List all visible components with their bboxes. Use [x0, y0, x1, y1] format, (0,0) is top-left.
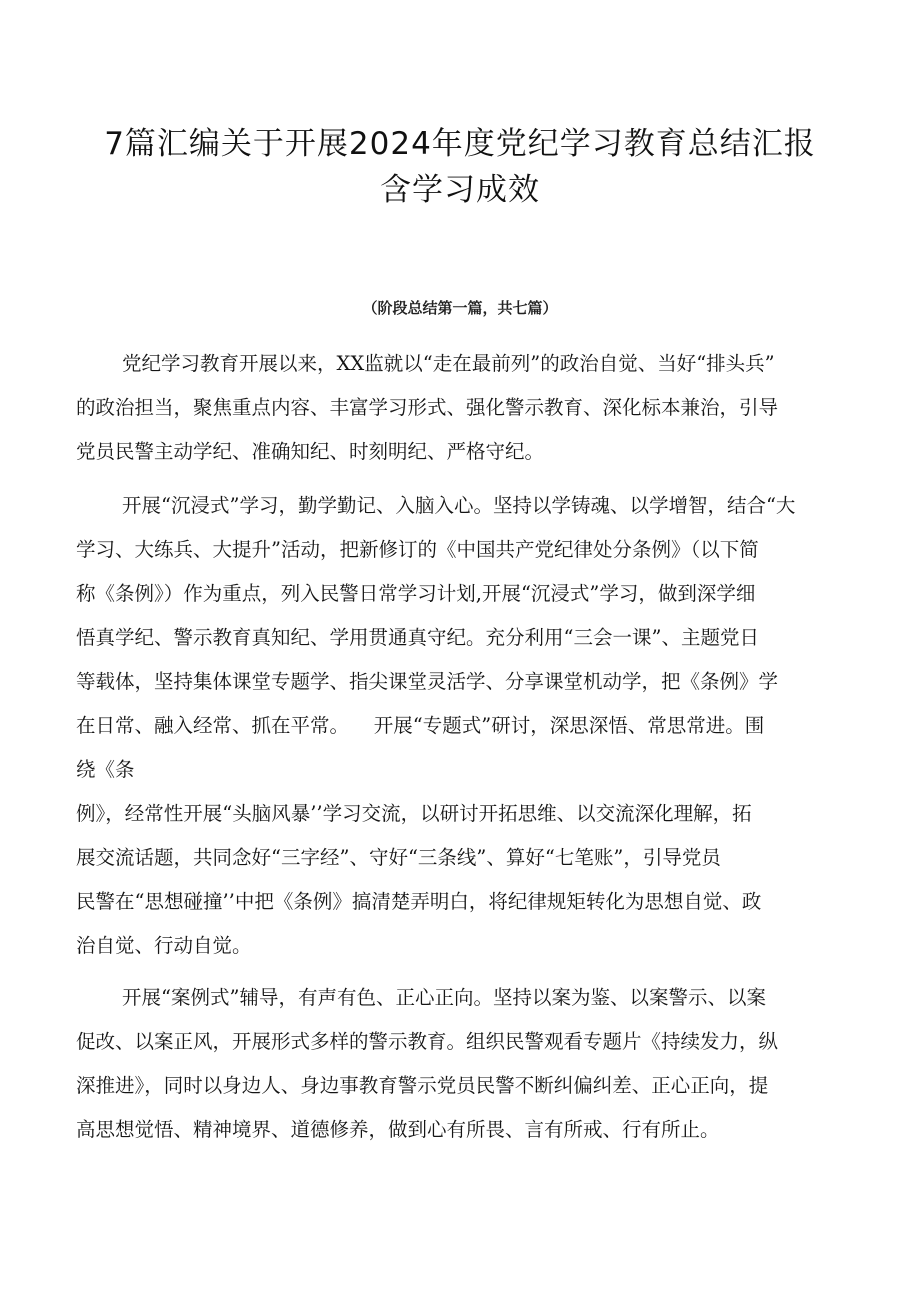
document-title-line-1: 7篇汇编关于开展2024年度党纪学习教育总结汇报: [104, 126, 816, 162]
paragraph-line: 的政治担当，聚焦重点内容、丰富学习形式、强化警示教育、深化标本兼治，引导: [76, 396, 779, 419]
paragraph-line: 开展“案例式”辅导，有声有色、正心正向。坚持以案为鉴、以案警示、以案: [122, 986, 766, 1009]
paragraph-line: 在日常、融入经常、抓在平常。 开展“专题式”研讨，深思深悟、常思常进。围: [76, 714, 765, 737]
document-title-line-2: 含学习成效: [380, 172, 540, 208]
paragraph-line: 悟真学纪、警示教育真知纪、学用贯通真守纪。充分利用“三会一课”、主题党日: [76, 626, 759, 649]
paragraph-line: 深推进》，同时以身边人、身边事教育警示党员民警不断纠偏纠差、正心正向，提: [76, 1074, 769, 1097]
paragraph-3: [76, 976, 856, 1152]
paragraph-2: [76, 484, 856, 968]
paragraph-line: 称《条例》）作为重点，列入民警日常学习计划,开展“沉浸式”学习，做到深学细: [76, 582, 756, 605]
paragraph-line: 例》，经常性开展“头脑风暴’’学习交流，以研讨开拓思维、以交流深化理解，拓: [76, 802, 752, 825]
paragraph-line: 促改、以案正风，开展形式多样的警示教育。组织民警观看专题片《持续发力，纵: [76, 1030, 779, 1053]
paragraph-line: 党员民警主动学纪、准确知纪、时刻明纪、严格守纪。: [76, 440, 545, 463]
paragraph-line: 民警在“思想碰撞’’中把《条例》搞清楚弄明白，将纪律规矩转化为思想自觉、政: [76, 890, 762, 913]
paragraph-line: 党纪学习教育开展以来，XX监就以“走在最前列”的政治自觉、当好“排头兵”: [122, 352, 775, 375]
paragraph-1: [76, 342, 856, 474]
paragraph-line: 治自觉、行动自觉。: [76, 934, 252, 957]
paragraph-line: 展交流话题，共同念好“三字经”、守好“三条线”、算好“七笔账”，引导党员: [76, 846, 721, 869]
paragraph-line: 绕《条: [76, 758, 135, 781]
paragraph-line: 等载体，坚持集体课堂专题学、指尖课堂灵活学、分享课堂机动学，把《条例》学: [76, 670, 779, 693]
paragraph-line: 学习、大练兵、大提升”活动，把新修订的《中国共产党纪律处分条例》（以下简: [76, 538, 759, 561]
paragraph-line: 开展“沉浸式”学习，勤学勤记、入脑入心。坚持以学铸魂、以学增智，结合“大: [122, 494, 796, 517]
paragraph-line: 高思想觉悟、精神境界、道德修养，做到心有所畏、言有所戒、行有所止。: [76, 1118, 720, 1141]
document-subtitle: （阶段总结第一篇，共七篇）: [362, 299, 558, 317]
